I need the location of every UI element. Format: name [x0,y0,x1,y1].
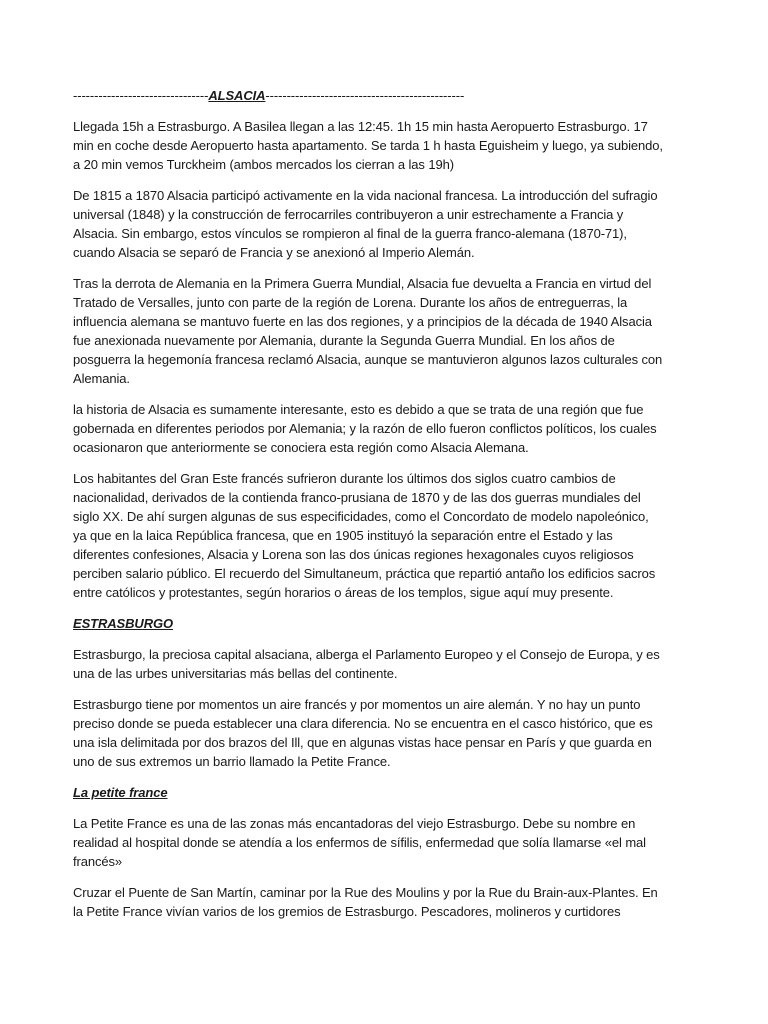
document-page [73,86,663,933]
title-dashes-right: ----------------------------------------------- [265,88,465,103]
paragraph-history-1815: De 1815 a 1870 Alsacia participó activamente en la vida nacional francesa. La introducción del sufragio universal (1848) y la construcción de ferrocarriles contribuyeron a unir estrechamente a Francia y Alsacia. Sin embargo, estos vínculos se rompieron al final de la guerra franco-alemana (1870-71), cuando Alsacia se separó de Francia y se anexionó al Imperio Alemán. [73,188,658,260]
heading-estrasburgo: ESTRASBURGO [73,616,174,631]
paragraph-petite-france-walk: Cruzar el Puente de San Martín, caminar por la Rue des Moulins y por la Rue du Brain-aux-Plantes. En la Petite France vivían varios de los gremios de Estrasburgo. Pescadores, molineros y curtidores [73,885,658,919]
paragraph-history-interest: la historia de Alsacia es sumamente interesante, esto es debido a que se trata de una región que fue gobernada en diferentes periodos por Alemania; y la razón de ello fueron conflictos políticos, los cuales ocasionaron que anteriormente se conociera esta región como Alsacia Alemana. [73,402,657,455]
document-title-line [73,86,663,105]
paragraph-history-nationality: Los habitantes del Gran Este francés sufrieron durante los últimos dos siglos cuatro cambios de nacionalidad, derivados de la contienda franco-prusiana de 1870 y de las dos guerras mundiales del siglo XX. De ahí surgen algunas de sus especificidades, como el Concordato de modelo napoleónico, ya que en la laica República francesa, que en 1905 instituyó la separación entre el Estado y las diferentes confesiones, Alsacia y Lorena son las dos únicas regiones hexagonales cuyos religiosos perciben salario público. El recuerdo del Simultaneum, práctica que repartió antaño los edificios sacros entre católicos y protestantes, según horarios o áreas de los templos, sigue aquí muy presente. [73,471,656,600]
paragraph-petite-france-origin: La Petite France es una de las zonas más encantadoras del viejo Estrasburgo. Debe su nombre en realidad al hospital donde se atendía a los enfermos de sífilis, enfermedad que solía llamarse «el mal francés» [73,816,646,869]
document-title: ALSACIA [208,88,266,103]
paragraph-strasbourg-capital: Estrasburgo, la preciosa capital alsaciana, alberga el Parlamento Europeo y el Consejo de Europa, y es una de las urbes universitarias más bellas del continente. [73,647,660,681]
paragraph-history-wwi: Tras la derrota de Alemania en la Primera Guerra Mundial, Alsacia fue devuelta a Francia en virtud del Tratado de Versalles, junto con parte de la región de Lorena. Durante los años de entreguerras, la influencia alemana se mantuvo fuerte en las dos regiones, y a principios de la década de 1940 Alsacia fue anexionada nuevamente por Alemania, durante la Segunda Guerra Mundial. En los años de posguerra la hegemonía francesa reclamó Alsacia, aunque se mantuvieron algunos lazos culturales con Alemania. [73,276,663,386]
paragraph-strasbourg-character: Estrasburgo tiene por momentos un aire francés y por momentos un aire alemán. Y no hay un punto preciso donde se pueda establecer una clara diferencia. No se encuentra en el casco histórico, que es una isla delimitada por dos brazos del Ill, que en algunas vistas hace pensar en París y que guarda en uno de sus extremos un barrio llamado la Petite France. [73,697,653,769]
paragraph-arrival: Llegada 15h a Estrasburgo. A Basilea llegan a las 12:45. 1h 15 min hasta Aeropuerto Estrasburgo. 17 min en coche desde Aeropuerto hasta apartamento. Se tarda 1 h hasta Eguisheim y luego, ya subiendo, a 20 min vemos Turckheim (ambos mercados los cierran a las 19h) [73,119,663,172]
title-dashes-left: -------------------------------- [73,88,209,103]
heading-petite-france: La petite france [73,785,168,800]
